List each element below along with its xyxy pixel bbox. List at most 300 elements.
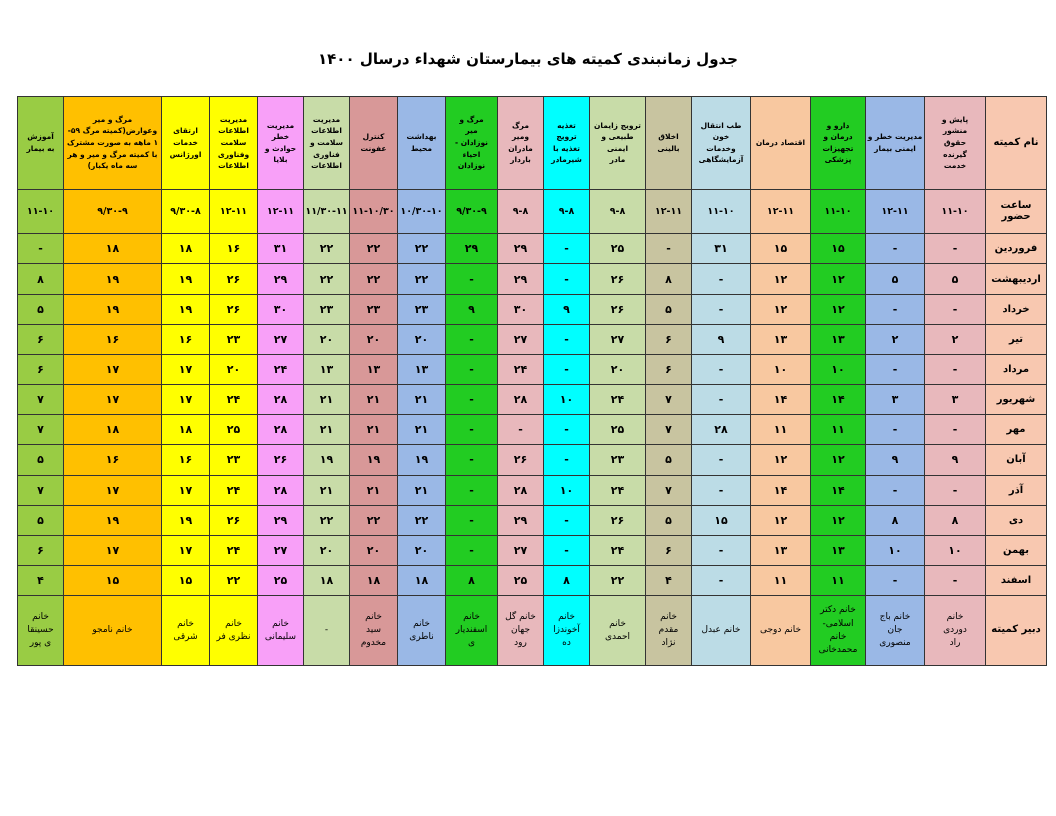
month-row	[18, 234, 1047, 264]
row-label-cell: نام کمیته	[986, 97, 1047, 190]
table-cell: ۱۲-۱۱	[646, 189, 692, 234]
table-cell: ۲۲	[398, 234, 446, 264]
table-cell: ۲۹	[498, 264, 544, 294]
table-cell: -	[446, 385, 498, 415]
table-cell: تغذیه ترویج تغذیه با شیرمادر	[544, 97, 590, 190]
table-cell: -	[544, 324, 590, 354]
table-cell: اقتصاد درمان	[751, 97, 811, 190]
table-cell: -	[692, 475, 751, 505]
table-cell: ۲۶	[590, 505, 646, 535]
table-cell: ۲۵	[498, 566, 544, 596]
table-cell: ۲۸	[258, 385, 304, 415]
table-cell: ۲۳	[210, 445, 258, 475]
table-cell: ۴	[646, 566, 692, 596]
table-cell: ۱۴	[811, 385, 866, 415]
table-cell: مرگ ومیر مادران باردار	[498, 97, 544, 190]
table-cell: ۱۷	[162, 354, 210, 384]
table-cell: ۸	[18, 264, 64, 294]
table-cell: ۱۱-۱۰	[925, 189, 986, 234]
time-row	[18, 189, 1047, 234]
table-cell: دارو و درمان و تجهیزات پزشکی	[811, 97, 866, 190]
table-cell: ۲۴	[258, 354, 304, 384]
table-cell: ۱۵	[692, 505, 751, 535]
table-cell: ۲۳	[304, 294, 350, 324]
table-cell: ۲۱	[398, 385, 446, 415]
table-cell: ۶	[18, 354, 64, 384]
row-label-cell: اردیبهشت	[986, 264, 1047, 294]
table-cell: ۸	[446, 566, 498, 596]
table-cell: -	[544, 354, 590, 384]
table-cell: ۱۹	[398, 445, 446, 475]
table-cell: ۱۴	[811, 475, 866, 505]
table-cell: خانم احمدی	[590, 596, 646, 666]
table-cell: ۱۸	[304, 566, 350, 596]
table-cell: ۲۶	[498, 445, 544, 475]
table-cell: خانم باج جان منصوری	[866, 596, 925, 666]
table-cell: ۲۲	[350, 264, 398, 294]
table-cell: ۹/۳۰-۹	[446, 189, 498, 234]
table-cell: ۲۱	[350, 385, 398, 415]
table-cell: ۲	[866, 324, 925, 354]
table-cell: ۱۳	[751, 535, 811, 565]
table-cell: ۱۱	[811, 566, 866, 596]
table-cell: ۶	[646, 354, 692, 384]
table-cell: ۲۰	[304, 324, 350, 354]
table-cell: ۶	[646, 324, 692, 354]
table-cell: خانم شرقی	[162, 596, 210, 666]
table-cell: ۹	[925, 445, 986, 475]
table-cell: ۱۶	[162, 324, 210, 354]
table-cell: ۸	[646, 264, 692, 294]
table-cell: ۱۲	[811, 445, 866, 475]
table-cell: ۱۹	[64, 294, 162, 324]
table-cell: -	[544, 415, 590, 445]
table-cell: ۲۹	[258, 264, 304, 294]
row-label-cell: بهمن	[986, 535, 1047, 565]
table-cell: ۹-۸	[544, 189, 590, 234]
row-label-cell: فروردین	[986, 234, 1047, 264]
table-cell: ۲۹	[258, 505, 304, 535]
table-cell: ۱۸	[398, 566, 446, 596]
table-cell: مرگ و میر وعوارض(کمیته مرگ ۵۹- ۱ ماهه به صورت مشترک با کمیته مرگ و میر و هر سه ماه یکبار)	[64, 97, 162, 190]
row-label-cell: ساعت حضور	[986, 189, 1047, 234]
page-title: جدول زمانبندی کمیته های بیمارستان شهداء درسال ۱۴۰۰	[318, 50, 738, 68]
table-cell: ۱۲-۱۱	[751, 189, 811, 234]
table-cell: خانم دوجی	[751, 596, 811, 666]
table-cell: ۸	[544, 566, 590, 596]
table-cell: ۱۵	[162, 566, 210, 596]
month-row	[18, 354, 1047, 384]
table-cell: -	[692, 354, 751, 384]
month-row	[18, 566, 1047, 596]
table-cell: ۲۳	[350, 294, 398, 324]
table-cell: ۱۰	[544, 385, 590, 415]
table-cell: ۱۹	[350, 445, 398, 475]
table-cell: ۱۱-۱۰	[811, 189, 866, 234]
row-label-cell: آذر	[986, 475, 1047, 505]
table-cell: ۲۷	[258, 535, 304, 565]
table-cell: ۵	[646, 445, 692, 475]
table-cell: ۲۴	[210, 475, 258, 505]
table-cell: ۲۶	[590, 294, 646, 324]
table-cell: ۲۲	[210, 566, 258, 596]
month-row	[18, 264, 1047, 294]
table-cell: ۱۴	[751, 475, 811, 505]
table-cell: ۱۷	[64, 385, 162, 415]
row-label-cell: مرداد	[986, 354, 1047, 384]
table-cell: ۱۱-۱۰	[18, 189, 64, 234]
committee-schedule-table	[17, 96, 1047, 666]
table-cell: ۵	[18, 445, 64, 475]
table-cell: ۱۷	[64, 535, 162, 565]
table-cell: ۱۰	[544, 475, 590, 505]
table-cell: ۱۹	[162, 294, 210, 324]
table-cell: ۲۲	[350, 234, 398, 264]
table-cell: ۲۲	[398, 505, 446, 535]
table-cell: -	[866, 566, 925, 596]
table-cell: خانم سید مخدوم	[350, 596, 398, 666]
table-cell: ۱۷	[162, 475, 210, 505]
table-cell: ۱۳	[751, 324, 811, 354]
table-cell: -	[446, 445, 498, 475]
month-row	[18, 294, 1047, 324]
table-cell: خانم دکتر اسلامی- خانم محمدخانی	[811, 596, 866, 666]
table-cell: ۲۷	[258, 324, 304, 354]
table-cell: ۲	[925, 324, 986, 354]
table-cell: ۷	[18, 475, 64, 505]
table-cell: ۱۲	[751, 445, 811, 475]
table-cell: ۱۷	[162, 385, 210, 415]
table-cell: ۲۳	[210, 324, 258, 354]
table-cell: خانم اسفندیار ی	[446, 596, 498, 666]
table-cell: ۹	[692, 324, 751, 354]
table-cell: -	[544, 505, 590, 535]
table-cell: ۱۲	[811, 294, 866, 324]
table-cell: ۲۲	[304, 505, 350, 535]
table-cell: ۹	[866, 445, 925, 475]
table-cell: مدیریت اطلاعات سلامت و فناوری اطلاعات	[304, 97, 350, 190]
row-label-cell: دی	[986, 505, 1047, 535]
table-cell: خانم گل جهان رود	[498, 596, 544, 666]
table-cell: ۹-۸	[590, 189, 646, 234]
table-cell: آموزش به بیمار	[18, 97, 64, 190]
table-cell: ۱۸	[64, 234, 162, 264]
table-cell: ۲۲	[590, 566, 646, 596]
table-cell: -	[925, 475, 986, 505]
table-cell: -	[446, 324, 498, 354]
table-cell: خانم نظری فر	[210, 596, 258, 666]
table-cell: ترویج زایمان طبیعی و ایمنی مادر	[590, 97, 646, 190]
table-cell: ۱۵	[751, 234, 811, 264]
table-cell: ۱۰	[866, 535, 925, 565]
table-cell: ۶	[18, 535, 64, 565]
table-cell: ۵	[646, 505, 692, 535]
table-cell: خانم ناطری	[398, 596, 446, 666]
table-cell: ۱۰	[925, 535, 986, 565]
table-cell: ۱۰	[751, 354, 811, 384]
table-cell: -	[646, 234, 692, 264]
table-cell: ۶	[646, 535, 692, 565]
table-cell: -	[692, 264, 751, 294]
table-cell: ۱۹	[162, 264, 210, 294]
month-row	[18, 475, 1047, 505]
table-cell: مرگ و میر نوزادان - احیاء نوزادان	[446, 97, 498, 190]
table-cell: خانم عبدل	[692, 596, 751, 666]
table-cell: ۲۰	[350, 324, 398, 354]
table-cell: ۲۱	[304, 415, 350, 445]
table-cell: -	[925, 294, 986, 324]
table-cell: ۱۸	[162, 415, 210, 445]
row-label-cell: دبیر کمیته	[986, 596, 1047, 666]
table-cell: ۱۲	[751, 294, 811, 324]
table-cell: ۲۳	[590, 445, 646, 475]
table-cell: ۲۱	[350, 415, 398, 445]
table-cell: -	[446, 415, 498, 445]
table-cell: ۵	[18, 294, 64, 324]
table-cell: طب انتقال خون وخدمات آزمایشگاهی	[692, 97, 751, 190]
table-cell: ۳	[866, 385, 925, 415]
header-row	[18, 97, 1047, 190]
table-cell: ۲۱	[304, 385, 350, 415]
table-cell: ۲۸	[258, 415, 304, 445]
table-cell: ۲۶	[210, 294, 258, 324]
table-cell: ۲۴	[210, 535, 258, 565]
table-cell: -	[446, 505, 498, 535]
table-cell: ۱۷	[64, 354, 162, 384]
table-cell: ۷	[18, 385, 64, 415]
table-cell: ۱۲	[811, 505, 866, 535]
table-cell: -	[692, 445, 751, 475]
table-cell: ۲۴	[498, 354, 544, 384]
month-row	[18, 445, 1047, 475]
table-cell: -	[866, 234, 925, 264]
table-cell: ۱۷	[64, 475, 162, 505]
table-cell: ۱۱-۱۰/۳۰	[350, 189, 398, 234]
table-cell: ۲۰	[304, 535, 350, 565]
table-cell: ۲۸	[498, 475, 544, 505]
table-cell: -	[498, 415, 544, 445]
table-cell: ۱۱	[751, 566, 811, 596]
table-cell: ۱۳	[304, 354, 350, 384]
table-cell: ۳۱	[258, 234, 304, 264]
table-cell: خانم دوردی راد	[925, 596, 986, 666]
table-cell: مدیریت خطر و ایمنی بیمار	[866, 97, 925, 190]
table-cell: -	[866, 294, 925, 324]
table-cell: ۸	[866, 505, 925, 535]
table-cell: ۲۰	[350, 535, 398, 565]
table-cell: ۱۲-۱۱	[210, 189, 258, 234]
table-cell: ۱۱	[751, 415, 811, 445]
table-cell: ۲۱	[398, 475, 446, 505]
table-cell: ۵	[866, 264, 925, 294]
table-cell: مدیریت اطلاعات سلامت وفناوری اطلاعات	[210, 97, 258, 190]
table-cell: ۲۰	[210, 354, 258, 384]
table-cell: کنترل عفونت	[350, 97, 398, 190]
table-cell: -	[692, 535, 751, 565]
table-cell: ۱۶	[162, 445, 210, 475]
table-cell: ۲۴	[590, 475, 646, 505]
table-cell: ۲۴	[590, 385, 646, 415]
table-cell: ۱۸	[64, 415, 162, 445]
table-cell: ۲۴	[590, 535, 646, 565]
table-cell: -	[304, 596, 350, 666]
month-row	[18, 415, 1047, 445]
month-row	[18, 324, 1047, 354]
table-cell: ۷	[646, 415, 692, 445]
table-body	[18, 97, 1047, 666]
table-cell: ۲۳	[398, 294, 446, 324]
table-cell: ۱۳	[811, 324, 866, 354]
row-label-cell: خرداد	[986, 294, 1047, 324]
row-label-cell: مهر	[986, 415, 1047, 445]
table-cell: بهداشت محیط	[398, 97, 446, 190]
table-cell: ۲۷	[590, 324, 646, 354]
table-cell: -	[18, 234, 64, 264]
table-cell: ۳	[925, 385, 986, 415]
table-cell: ۷	[646, 385, 692, 415]
table-cell: ۲۶	[590, 264, 646, 294]
table-cell: ۳۰	[258, 294, 304, 324]
table-cell: ۵	[925, 264, 986, 294]
table-cell: ۱۹	[162, 505, 210, 535]
table-cell: ۱۰	[811, 354, 866, 384]
table-cell: ۲۹	[498, 505, 544, 535]
table-cell: ۱۱/۳۰-۱۱	[304, 189, 350, 234]
table-cell: ۱۹	[64, 264, 162, 294]
table-cell: -	[866, 415, 925, 445]
table-cell: ۲۲	[304, 234, 350, 264]
table-cell: ۱۶	[64, 445, 162, 475]
table-cell: ۷	[646, 475, 692, 505]
table-cell: ۱۱-۱۰	[692, 189, 751, 234]
table-cell: -	[692, 294, 751, 324]
table-cell: خانم نامجو	[64, 596, 162, 666]
table-cell: ارتقای خدمات اورژانس	[162, 97, 210, 190]
month-row	[18, 535, 1047, 565]
table-cell: ۹	[544, 294, 590, 324]
table-cell: ۱۳	[398, 354, 446, 384]
table-cell: ۱۷	[162, 535, 210, 565]
table-cell: ۱۳	[350, 354, 398, 384]
table-cell: ۱۵	[811, 234, 866, 264]
table-cell: ۱۰/۳۰-۱۰	[398, 189, 446, 234]
table-cell: -	[544, 445, 590, 475]
table-cell: ۲۸	[692, 415, 751, 445]
row-label-cell: آبان	[986, 445, 1047, 475]
table-cell: ۱۲-۱۱	[258, 189, 304, 234]
table-cell: -	[544, 535, 590, 565]
table-cell: ۲۶	[258, 445, 304, 475]
table-cell: ۲۸	[498, 385, 544, 415]
table-cell: -	[866, 354, 925, 384]
table-cell: ۱۲-۱۱	[866, 189, 925, 234]
table-cell: ۱۲	[751, 264, 811, 294]
table-cell: -	[544, 234, 590, 264]
table-cell: -	[692, 566, 751, 596]
table-cell: -	[925, 234, 986, 264]
table-cell: -	[446, 354, 498, 384]
table-cell: ۹	[446, 294, 498, 324]
table-cell: ۸	[925, 505, 986, 535]
table-cell: ۴	[18, 566, 64, 596]
table-cell: ۱۹	[304, 445, 350, 475]
table-cell: ۲۹	[498, 234, 544, 264]
row-label-cell: شهریور	[986, 385, 1047, 415]
table-cell: ۹/۳۰-۸	[162, 189, 210, 234]
table-cell: -	[544, 264, 590, 294]
table-cell: پایش و منشور حقوق گیرنده خدمت	[925, 97, 986, 190]
table-cell: -	[925, 415, 986, 445]
table-cell: -	[866, 475, 925, 505]
table-cell: ۲۱	[304, 475, 350, 505]
table-cell: ۲۴	[210, 385, 258, 415]
table-cell: ۱۸	[162, 234, 210, 264]
table-cell: ۳۰	[498, 294, 544, 324]
table-cell: ۱۳	[811, 535, 866, 565]
table-cell: ۲۷	[498, 535, 544, 565]
table-cell: ۵	[646, 294, 692, 324]
table-cell: -	[692, 385, 751, 415]
table-cell: ۲۲	[398, 264, 446, 294]
table-cell: ۲۰	[398, 535, 446, 565]
row-label-cell: تیر	[986, 324, 1047, 354]
table-cell: ۲۱	[398, 415, 446, 445]
table-cell: خانم حسینقا ی پور	[18, 596, 64, 666]
director-row	[18, 596, 1047, 666]
table-cell: ۲۵	[258, 566, 304, 596]
table-cell: ۹/۳۰-۹	[64, 189, 162, 234]
table-cell: -	[446, 535, 498, 565]
table-cell: ۱۸	[350, 566, 398, 596]
table-cell: ۲۶	[210, 264, 258, 294]
table-cell: ۱۶	[210, 234, 258, 264]
table-cell: ۲۹	[446, 234, 498, 264]
table-cell: ۲۱	[350, 475, 398, 505]
table-cell: ۱۲	[811, 264, 866, 294]
table-cell: ۵	[18, 505, 64, 535]
table-cell: -	[925, 566, 986, 596]
table-cell: مدیریت خطر حوادث و بلایا	[258, 97, 304, 190]
table-cell: خانم مقدم نژاد	[646, 596, 692, 666]
table-cell: ۲۲	[350, 505, 398, 535]
table-cell: ۹-۸	[498, 189, 544, 234]
table-cell: -	[925, 354, 986, 384]
table-cell: ۲۵	[590, 234, 646, 264]
table-cell: ۱۲	[751, 505, 811, 535]
table-cell: اخلاق بالینی	[646, 97, 692, 190]
table-cell: ۲۵	[590, 415, 646, 445]
table-cell: خانم آخوندزا ده	[544, 596, 590, 666]
table-cell: ۱۴	[751, 385, 811, 415]
table-cell: ۲۰	[590, 354, 646, 384]
table-cell: ۳۱	[692, 234, 751, 264]
table-cell: ۲۸	[258, 475, 304, 505]
table-cell: ۲۵	[210, 415, 258, 445]
table-cell: ۲۶	[210, 505, 258, 535]
table-cell: -	[446, 264, 498, 294]
table-cell: -	[446, 475, 498, 505]
row-label-cell: اسفند	[986, 566, 1047, 596]
month-row	[18, 505, 1047, 535]
table-cell: ۱۹	[64, 505, 162, 535]
table-cell: ۱۶	[64, 324, 162, 354]
table-cell: ۲۷	[498, 324, 544, 354]
table-cell: خانم سلیمانی	[258, 596, 304, 666]
table-cell: ۲۲	[304, 264, 350, 294]
table-cell: ۱۱	[811, 415, 866, 445]
month-row	[18, 385, 1047, 415]
table-cell: ۷	[18, 415, 64, 445]
